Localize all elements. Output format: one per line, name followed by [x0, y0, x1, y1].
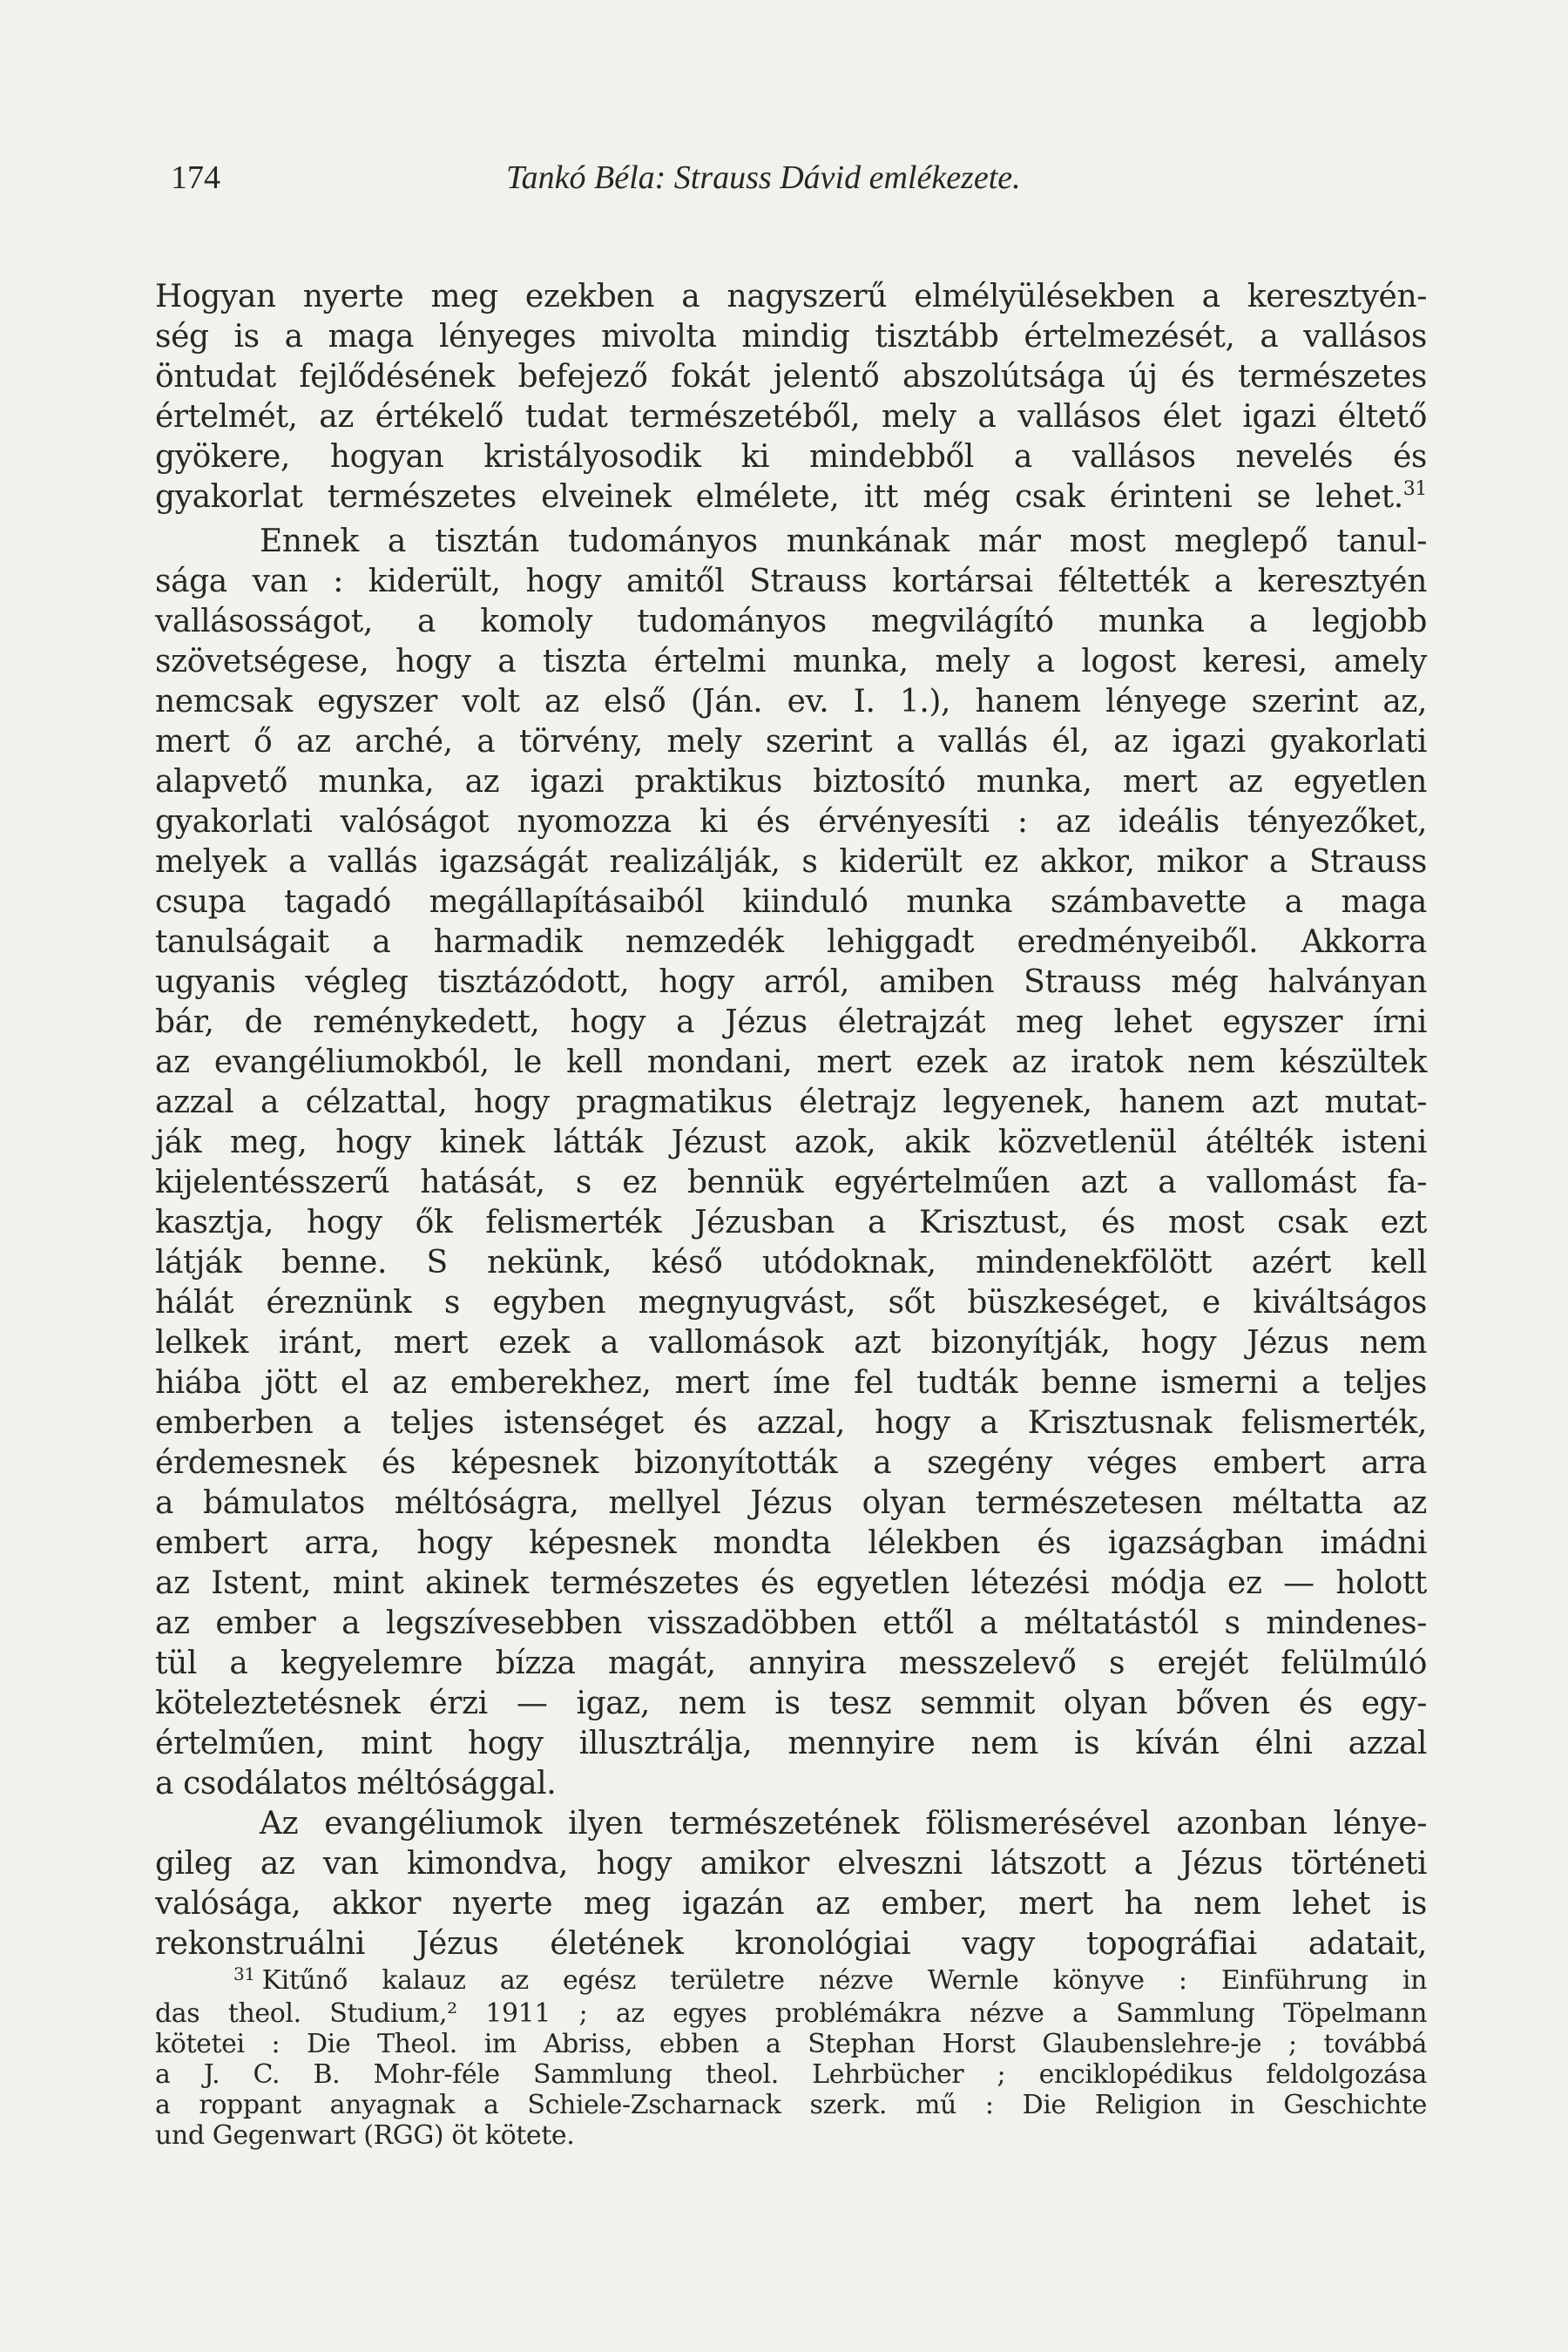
footnote-line: $^{31}$ Kitűnő kalauz az egész területre nézve Wernle könyve : Einführung in — [233, 1963, 1427, 1996]
text-line: Az evangéliumok ilyen természetének fölismerésével azonban lénye- — [260, 1806, 1427, 1842]
text-line: tanulságait a harmadik nemzedék lehiggadt eredményeiből. Akkorra — [155, 924, 1427, 960]
text-line: köteleztetésnek érzi — igaz, nem is tesz semmit olyan bőven és egy- — [155, 1686, 1427, 1721]
text-line: vallásosságot, a komoly tudományos megvilágító munka a legjobb — [155, 604, 1427, 639]
text-line: mert ő az arché, a törvény, mely szerint a vallás él, az igazi gyakorlati — [155, 724, 1427, 760]
paragraph-3 — [155, 1804, 1427, 1964]
page-header — [171, 159, 1432, 204]
text-line: gyakorlati valóságot nyomozza ki és érvényesíti : az ideális tényezőket, — [155, 804, 1427, 840]
text-line: csupa tagadó megállapításaiból kiinduló munka számbavette a maga — [155, 884, 1427, 920]
text-line: a bámulatos méltóságra, mellyel Jézus olyan természetesen méltatta az — [155, 1485, 1427, 1521]
text-line: ség is a maga lényeges mivolta mindig tisztább értelmezését, a vallásos — [155, 319, 1427, 355]
text-line: öntudat fejlődésének befejező fokát jelentő abszolútsága új és természetes — [155, 359, 1427, 395]
text-line: az Istent, mint akinek természetes és egyetlen létezési módja ez — holott — [155, 1565, 1427, 1601]
text-line: látják benne. S nekünk, késő utódoknak, mindenekfölött azért kell — [155, 1245, 1427, 1281]
text-line: Hogyan nyerte meg ezekben a nagyszerű elmélyülésekben a keresztyén- — [155, 279, 1427, 314]
footnote-line: a roppant anyagnak a Schiele-Zscharnack szerk. mű : Die Religion in Geschichte — [155, 2090, 1427, 2120]
text-line: kasztja, hogy ők felismerték Jézusban a Krisztust, és most csak ezt — [155, 1205, 1427, 1240]
footnote-line: a J. C. B. Mohr-féle Sammlung theol. Lehrbücher ; enciklopédikus feldolgozása — [155, 2059, 1427, 2090]
text-line: ják meg, hogy kinek látták Jézust azok, akik közvetlenül átélték isteni — [155, 1125, 1427, 1160]
text-line: az evangéliumokból, le kell mondani, mert ezek az iratok nem készültek — [155, 1044, 1427, 1080]
text-line: embert arra, hogy képesnek mondta lélekben és igazságban imádni — [155, 1525, 1427, 1561]
footnote-mark: 31 — [233, 1963, 255, 1984]
text-line: alapvető munka, az igazi praktikus biztosító munka, mert az egyetlen — [155, 764, 1427, 800]
text-line: tül a kegyelemre bízza magát, annyira messzelevő s erejét felülmúló — [155, 1646, 1427, 1681]
text-line: valósága, akkor nyerte meg igazán az ember, mert ha nem lehet is — [155, 1886, 1427, 1922]
footnote — [155, 1965, 1427, 2151]
running-head: Tankó Béla: Strauss Dávid emlékezete. — [506, 159, 1021, 196]
paragraph-2 — [155, 522, 1427, 1804]
text-line: bár, de reménykedett, hogy a Jézus életrajzát meg lehet egyszer írni — [155, 1004, 1427, 1040]
text-line: szövetségese, hogy a tiszta értelmi munka, mely a logost keresi, amely — [155, 644, 1427, 679]
text-line: ugyanis végleg tisztázódott, hogy arról, amiben Strauss még halványan — [155, 964, 1427, 1000]
text-line: kijelentésszerű hatását, s ez bennük egyértelműen azt a vallomást fa- — [155, 1165, 1427, 1200]
text-line: érdemesnek és képesnek bizonyították a szegény véges embert arra — [155, 1445, 1427, 1481]
text-line: rekonstruálni Jézus életének kronológiai vagy topográfiai adatait, — [155, 1926, 1427, 1962]
text-line: értelmét, az értékelő tudat természetéből, mely a vallásos élet igazi éltető — [155, 399, 1427, 435]
page-number: 174 — [171, 159, 220, 196]
body-text — [155, 277, 1427, 1964]
footnote-reference: 31 — [1402, 478, 1427, 500]
text-line: gileg az van kimondva, hogy amikor elveszni látszott a Jézus történeti — [155, 1846, 1427, 1882]
text-line: azzal a célzattal, hogy pragmatikus életrajz legyenek, hanem azt mutat- — [155, 1085, 1427, 1120]
paragraph-1 — [155, 277, 1427, 522]
text-line: emberben a teljes istenséget és azzal, hogy a Krisztusnak felismerték, — [155, 1405, 1427, 1441]
text-line: hálát éreznünk s egyben megnyugvást, sőt büszkeséget, e kiváltságos — [155, 1285, 1427, 1321]
footnote-line: das theol. Studium,² 1911 ; az egyes problémákra nézve a Sammlung Töpelmann — [155, 1998, 1427, 2029]
text-line: hiába jött el az emberekhez, mert íme fel tudták benne ismerni a teljes — [155, 1365, 1427, 1401]
text-line: az ember a legszívesebben visszadöbben ettől a méltatástól s mindenes- — [155, 1605, 1427, 1641]
text-line: sága van : kiderült, hogy amitől Strauss kortársai féltették a keresztyén — [155, 564, 1427, 599]
text-line: nemcsak egyszer volt az első (Ján. ev. I. 1.), hanem lényege szerint az, — [155, 684, 1427, 720]
text-line: Ennek a tisztán tudományos munkának már most meglepő tanul- — [260, 524, 1427, 559]
text-line: értelműen, mint hogy illusztrálja, mennyire nem is kíván élni azzal — [155, 1726, 1427, 1761]
text-line: a csodálatos méltósággal. — [155, 1766, 557, 1801]
text-line: gyökere, hogyan kristályosodik ki mindebből a vallásos nevelés és — [155, 439, 1427, 475]
text-line: melyek a vallás igazságát realizálják, s kiderült ez akkor, mikor a Strauss — [155, 844, 1427, 880]
footnote-line: und Gegenwart (RGG) öt kötete. — [155, 2120, 575, 2151]
text-line: lelkek iránt, mert ezek a vallomások azt bizonyítják, hogy Jézus nem — [155, 1325, 1427, 1361]
text-line: gyakorlat természetes elveinek elmélete, itt még csak érinteni se lehet.$^{31}$ — [155, 478, 1427, 515]
footnote-line: kötetei : Die Theol. im Abriss, ebben a Stephan Horst Glaubenslehre-je ; továbbá — [155, 2029, 1427, 2059]
